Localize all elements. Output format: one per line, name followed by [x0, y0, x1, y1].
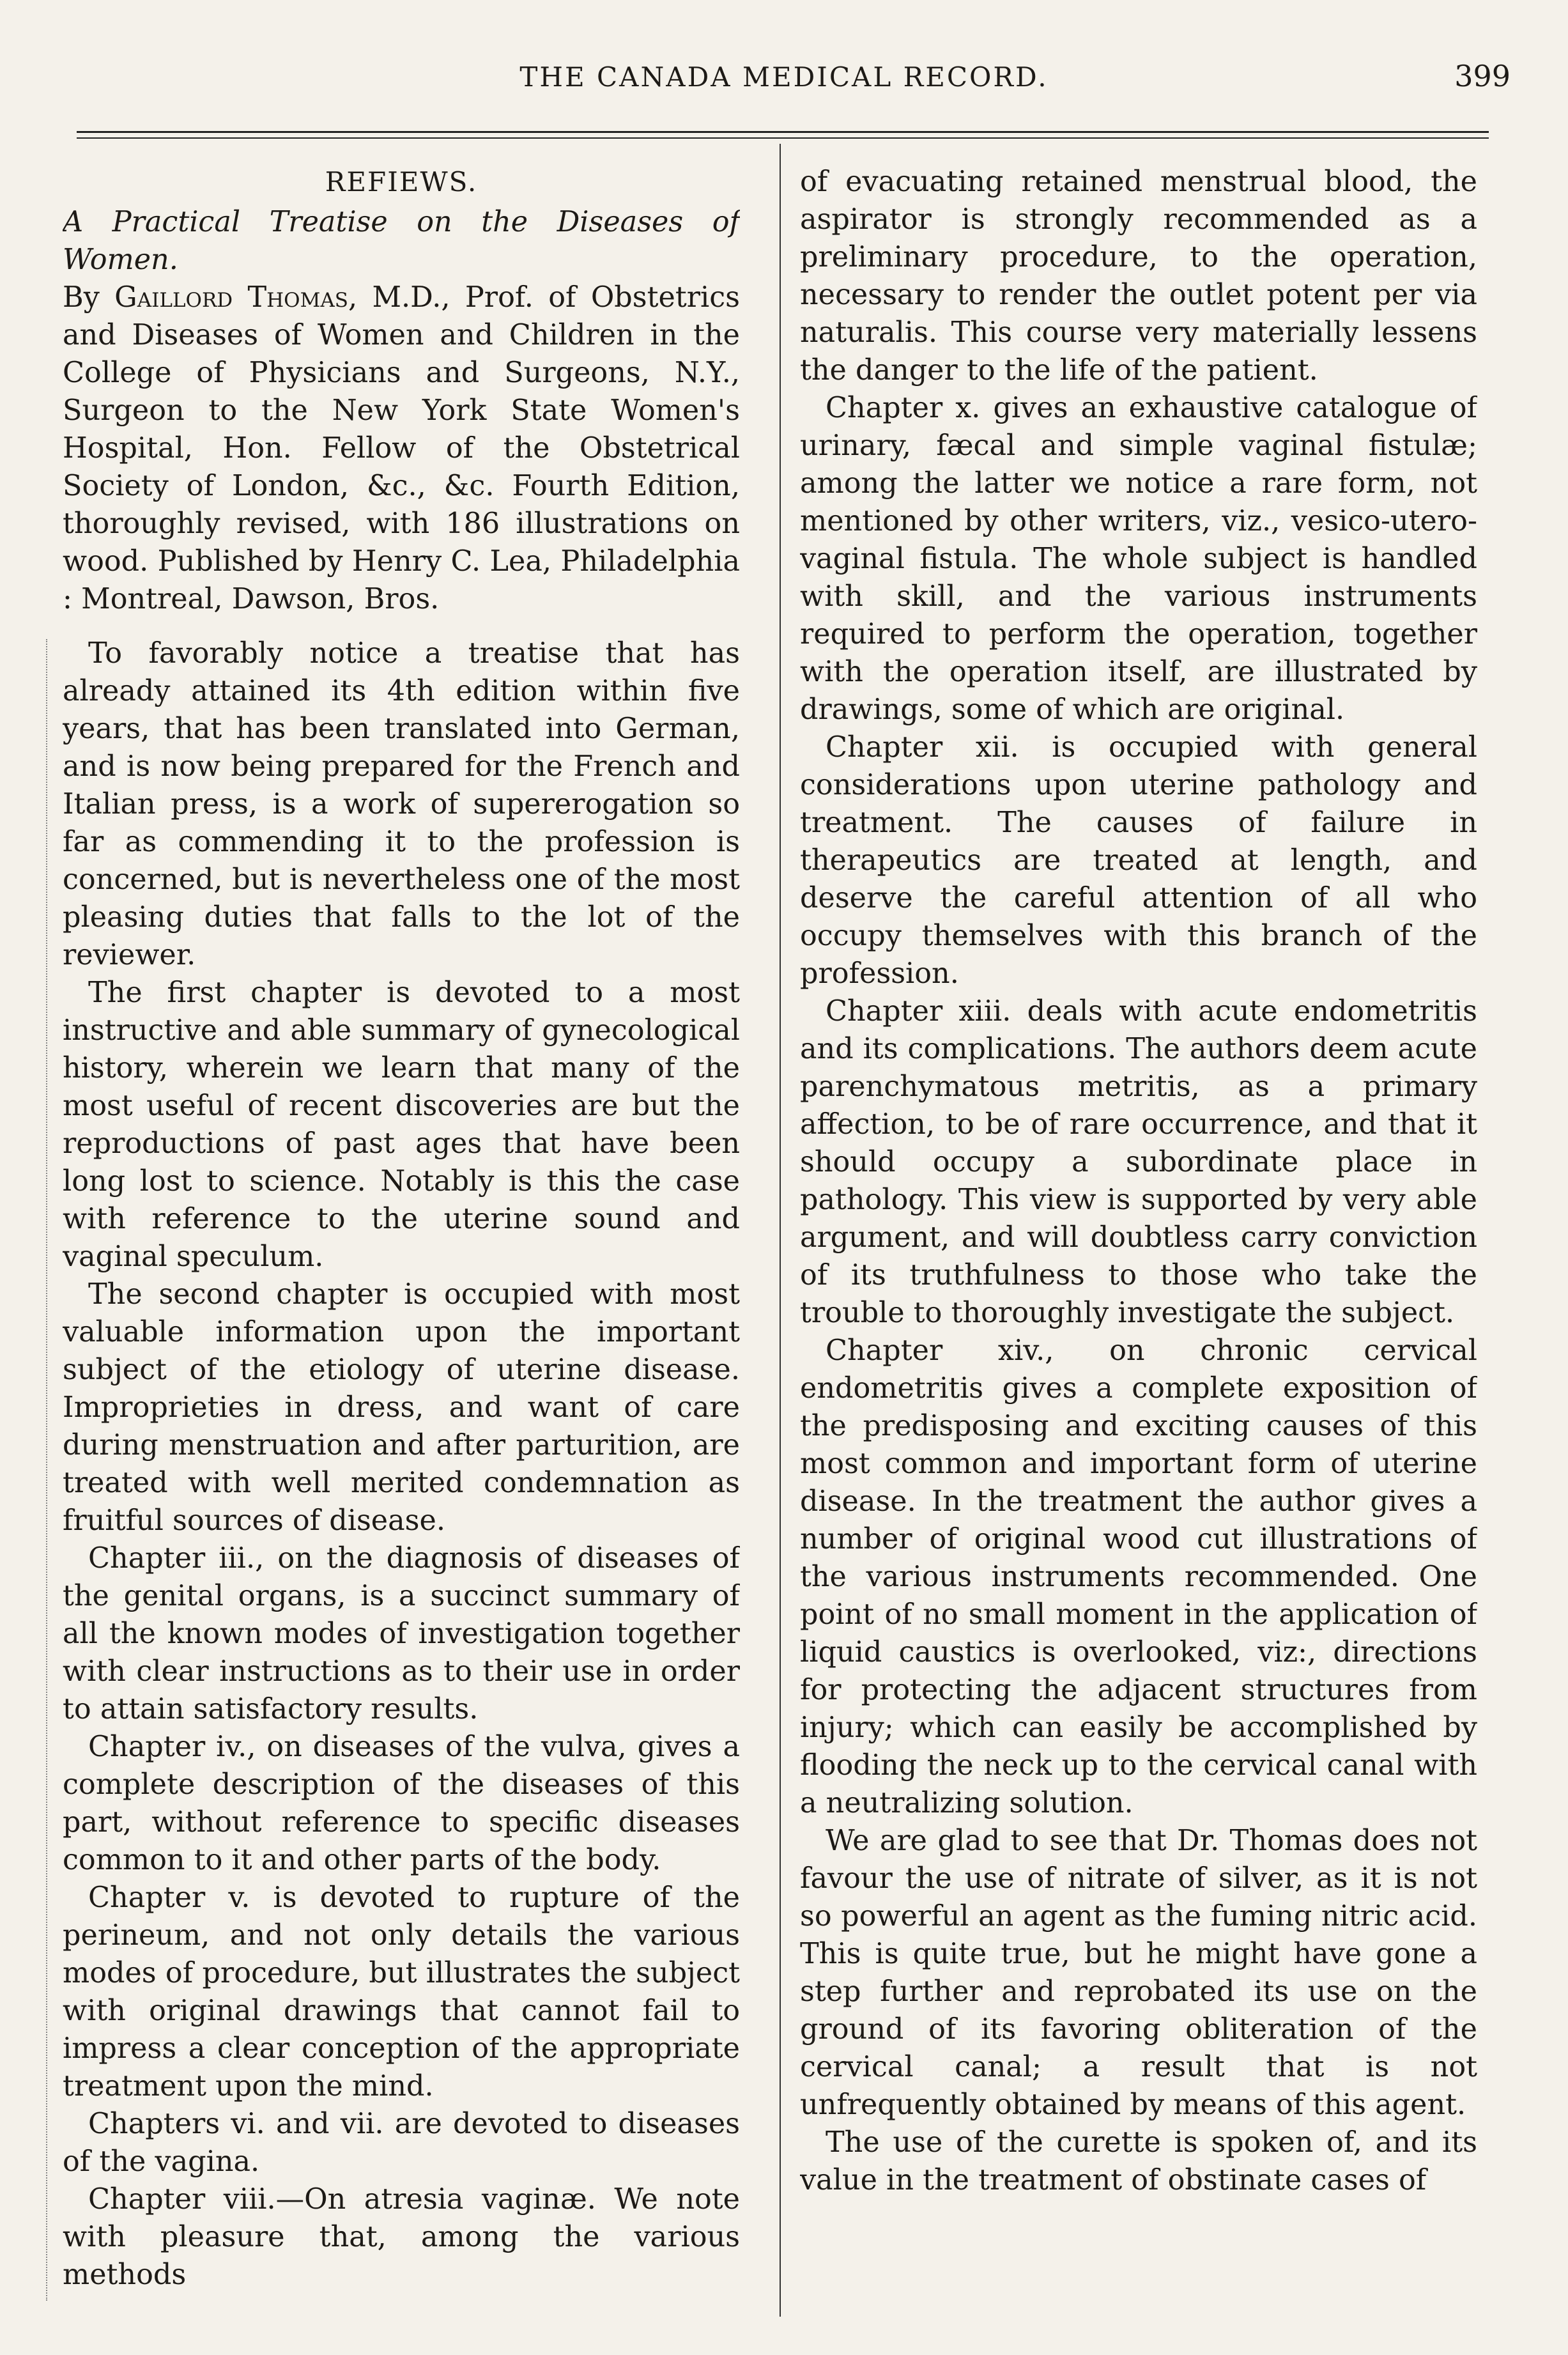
- paragraph: Chapter xiv., on chronic cervical endometritis gives a complete exposition of the predisposing and exciting causes of this most common and important form of uterine disease. In the treatment the author gives a number of original wood cut illustrations of the various instruments recommended. One point of no small moment in the application of liquid caustics is overlooked, viz:, directions for protecting the adjacent structures from injury; which can easily be accomplished by flooding the neck up to the cervical canal with a neutralizing solution.: [800, 1334, 1477, 1819]
- running-head: THE CANADA MEDICAL RECORD.: [519, 61, 1049, 93]
- paragraph: Chapter v. is devoted to rupture of the perineum, and not only details the various modes of procedure, but illustrates the subject with original drawings that cannot fail to impress a clear conception of the appropriate treatment upon the mind.: [63, 1881, 740, 2103]
- header-rule-top: [77, 131, 1489, 133]
- paragraph: Chapter x. gives an exhaustive catalogue of urinary, fæcal and simple vaginal fistulæ; among the latter we notice a rare form, not mentioned by other writers, viz., vesico-utero-vaginal fistula. The whole subject is handled with skill, and the various instruments required to perform the operation, together with the operation itself, are illustrated by drawings, some of which are original.: [800, 392, 1477, 726]
- margin-marks: [46, 639, 52, 2301]
- left-column: [63, 163, 740, 2310]
- book-details: , M.D., Prof. of Obstetrics and Diseases of Women and Children in the College of Physicians and Surgeons, N.Y., Surgeon to the New York State Women's Hospital, Hon. Fellow of the Obstetrical Society of London, &c., &c. Fourth Edition, thoroughly revised, with 186 illustrations on wood. Published by Henry C. Lea, Philadelphia : Montreal, Dawson, Bros.: [63, 281, 740, 615]
- paragraph: The second chapter is occupied with most valuable information upon the important subject of the etiology of uterine disease. Improprieties in dress, and want of care during menstruation and after parturition, are treated with well merited condemnation as fruitful sources of disease.: [63, 1278, 740, 1537]
- book-title: A Practical Treatise on the Diseases of Women.: [63, 206, 740, 276]
- book-author: Gaillord Thomas: [114, 281, 348, 314]
- paragraph: Chapter iv., on diseases of the vulva, gives a complete description of the diseases of this part, without reference to specific diseases common to it and other parts of the body.: [63, 1731, 740, 1876]
- right-column: [800, 163, 1477, 2310]
- column-divider: [780, 144, 781, 2317]
- paragraph-continuation: of evacuating retained menstrual blood, the aspirator is strongly recommended as a preliminary procedure, to the operation, necessary to render the outlet potent per via naturalis. This course very materially lessens the danger to the life of the patient.: [800, 166, 1477, 387]
- paragraph: The first chapter is devoted to a most instructive and able summary of gynecological history, wherein we learn that many of the most useful of recent discoveries are but the reproductions of past ages that have been long lost to science. Notably is this the case with reference to the uterine sound and vaginal speculum.: [63, 977, 740, 1273]
- header-rule-bottom: [77, 137, 1489, 139]
- paragraph: Chapters vi. and vii. are devoted to diseases of the vagina.: [63, 2108, 740, 2178]
- paragraph: The use of the curette is spoken of, and its value in the treatment of obstinate cases of: [800, 2126, 1477, 2197]
- paragraph: Chapter viii.—On atresia vaginæ. We note with pleasure that, among the various methods: [63, 2183, 740, 2291]
- book-author-prefix: By: [63, 281, 115, 314]
- paragraph: Chapter iii., on the diagnosis of diseases of the genital organs, is a succinct summary of all the known modes of investigation together with clear instructions as to their use in order to attain satisfactory results.: [63, 1542, 740, 1726]
- paragraph: To favorably notice a treatise that has already attained its 4th edition within five years, that has been translated into German, and is now being prepared for the French and Italian press, is a work of supererogation so far as commending it to the profession is concerned, but is nevertheless one of the most pleasing duties that falls to the lot of the reviewer.: [63, 637, 740, 971]
- paragraph: We are glad to see that Dr. Thomas does not favour the use of nitrate of silver, as it is not so powerful an agent as the fuming nitric acid. This is quite true, but he might have gone a step further and reprobated its use on the ground of its favoring obliteration of the cervical canal; a result that is not unfrequently obtained by means of this agent.: [800, 1825, 1477, 2121]
- paragraph: Chapter xiii. deals with acute endometritis and its complications. The authors deem acute parenchymatous metritis, as a primary affection, to be of rare occurrence, and that it should occupy a subordinate place in pathology. This view is supported by very able argument, and will doubtless carry conviction of its truthfulness to those who take the trouble to thoroughly investigate the subject.: [800, 995, 1477, 1329]
- book-info: [63, 279, 740, 618]
- page-number: 399: [1454, 59, 1510, 93]
- page-header: [0, 0, 1568, 121]
- paragraph: Chapter xii. is occupied with general considerations upon uterine pathology and treatment. The causes of failure in therapeutics are treated at length, and deserve the careful attention of all who occupy themselves with this branch of the profession.: [800, 731, 1477, 990]
- section-heading: REFIEWS.: [325, 166, 478, 197]
